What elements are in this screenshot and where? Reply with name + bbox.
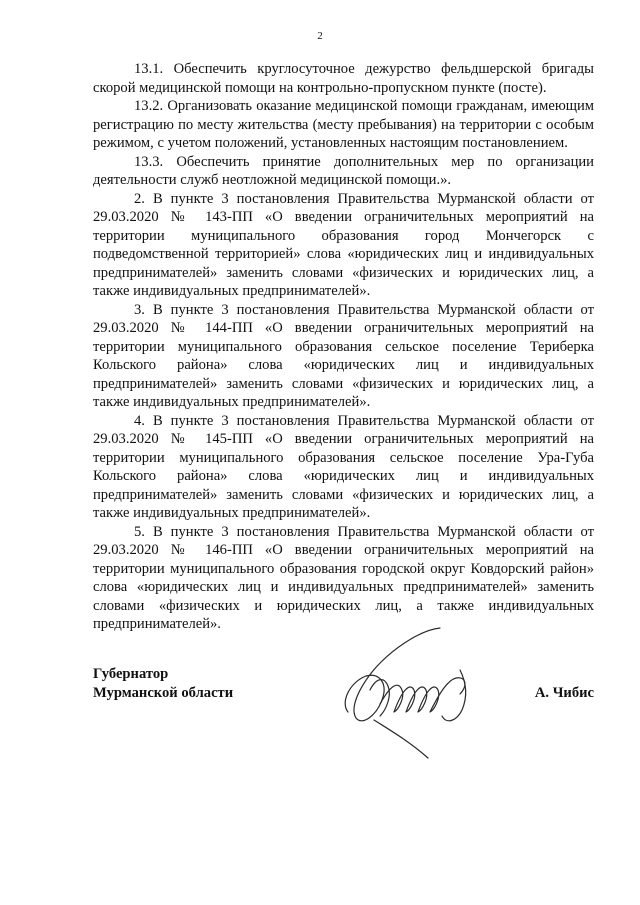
paragraph-2: 2. В пункте 3 постановления Правительства Мурманской области от 29.03.2020 № 143-ПП «О введении ограничительных мероприятий на территории муниципального образования город Мончегорск с подведомственной территорией» слова «юридических лиц и индивидуальных предпринимателей» заменить словами «физических и юридических лиц, а также индивидуальных предпринимателей». <box>93 190 594 299</box>
paragraph-13-3: 13.3. Обеспечить принятие дополнительных мер по организации деятельности служб неотложной медицинской помощи.». <box>93 153 594 188</box>
page-number: 2 <box>317 30 323 42</box>
document-body <box>93 60 594 634</box>
paragraph-13-1: 13.1. Обеспечить круглосуточное дежурство фельдшерской бригады скорой медицинской помощи на контрольно-пропускном пункте (посте). <box>93 61 594 96</box>
paragraph-13-2: 13.2. Организовать оказание медицинской помощи гражданам, имеющим регистрацию по месту жительства (месту пребывания) на территории с особым режимом, с учетом положений, установленных настоящим постановлением. <box>93 98 594 151</box>
signatory-title-line1: Губернатор <box>93 666 169 682</box>
handwritten-signature <box>310 620 510 760</box>
paragraph-4: 4. В пункте 3 постановления Правительства Мурманской области от 29.03.2020 № 145-ПП «О введении ограничительных мероприятий на территории муниципального образования сельское поселение Ура-Губа Кольского района» слова «юридических лиц и индивидуальных предпринимателей» заменить словами «физических и юридических лиц, а также индивидуальных предпринимателей». <box>93 412 594 521</box>
paragraph-3: 3. В пункте 3 постановления Правительства Мурманской области от 29.03.2020 № 144-ПП «О введении ограничительных мероприятий на территории муниципального образования сельское поселение Териберка Кольского района» слова «юридических лиц и индивидуальных предпринимателей» заменить словами «физических и юридических лиц, а также индивидуальных предпринимателей». <box>93 301 594 410</box>
signatory-name: А. Чибис <box>534 685 594 701</box>
signatory-title-line2: Мурманской области <box>93 684 234 701</box>
paragraph-5: 5. В пункте 3 постановления Правительства Мурманской области от 29.03.2020 № 146-ПП «О введении ограничительных мероприятий на территории муниципального образования городской округ Ковдорский район» слова «юридических лиц и индивидуальных предпринимателей» заменить словами «физических и юридических лиц, а также индивидуальных предпринимателей». <box>93 523 594 632</box>
signatory-title <box>93 665 233 702</box>
